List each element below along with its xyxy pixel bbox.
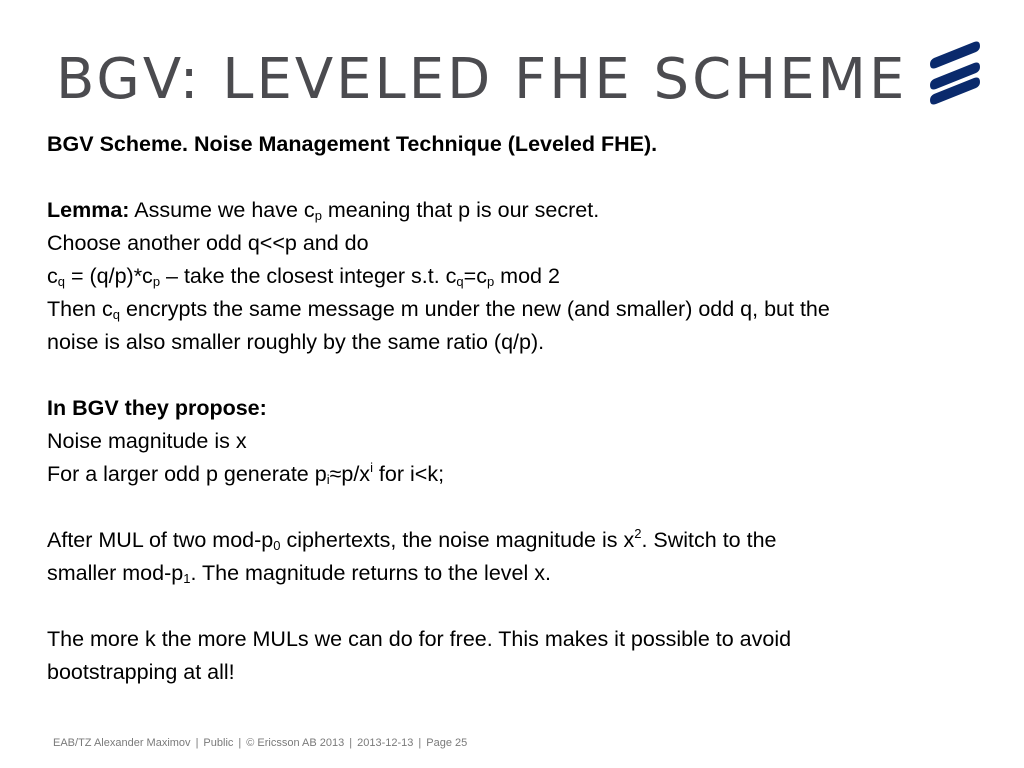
footer-separator: | <box>418 737 422 749</box>
subscript: i <box>326 472 330 487</box>
lemma-line-4 <box>47 293 987 326</box>
footer-separator: | <box>349 737 353 749</box>
slide-footer <box>53 737 467 749</box>
subscript: q <box>112 307 120 322</box>
subscript: p <box>486 274 495 289</box>
spacer <box>47 590 987 623</box>
superscript: i <box>370 460 373 475</box>
text: =c <box>463 264 487 288</box>
ericsson-logo-icon <box>928 40 982 106</box>
footer-classification: Public <box>203 737 234 749</box>
slide-title: BGV: LEVELED FHE SCHEME <box>56 47 908 112</box>
text: . The magnitude returns to the level x. <box>190 561 551 585</box>
lemma-line-3 <box>47 260 987 293</box>
text: – take the closest integer s.t. c <box>160 264 457 288</box>
footer-copyright: © Ericsson AB 2013 <box>246 737 345 749</box>
lemma-line-1 <box>47 194 987 227</box>
footer-page-number: Page 25 <box>426 737 468 749</box>
slide-body <box>47 128 987 689</box>
text: mod 2 <box>494 264 560 288</box>
footer-author: EAB/TZ Alexander Maximov <box>53 737 191 749</box>
text: ciphertexts, the noise magnitude is x <box>280 528 635 552</box>
subscript: q <box>456 274 464 289</box>
spacer <box>47 359 987 392</box>
body-heading: BGV Scheme. Noise Management Technique (Leveled FHE). <box>47 132 658 156</box>
lemma-line-5: noise is also smaller roughly by the same ratio (q/p). <box>47 330 545 354</box>
mul-line-2 <box>47 557 987 590</box>
mul-line-1 <box>47 524 987 557</box>
text: for i<k; <box>372 462 445 486</box>
closing-line-2: bootstrapping at all! <box>47 660 235 684</box>
text: Then c <box>47 297 113 321</box>
text: For a larger odd p generate p <box>47 462 327 486</box>
subscript: p <box>152 274 161 289</box>
text: . Switch to the <box>641 528 777 552</box>
text: Assume we have c <box>129 198 315 222</box>
superscript: 2 <box>634 526 642 541</box>
bgv-line-2 <box>47 458 987 491</box>
text: encrypts the same message m under the new (and smaller) odd q, but the <box>119 297 830 321</box>
lemma-line-2: Choose another odd q<<p and do <box>47 231 369 255</box>
text: = (q/p)*c <box>64 264 153 288</box>
spacer <box>47 491 987 524</box>
subscript: q <box>57 274 65 289</box>
text: After MUL of two mod-p <box>47 528 274 552</box>
bgv-label: In BGV they propose: <box>47 396 267 420</box>
subscript: 0 <box>273 538 281 553</box>
text: smaller mod-p <box>47 561 184 585</box>
text: c <box>47 264 58 288</box>
text: meaning that p is our secret. <box>321 198 600 222</box>
lemma-label: Lemma: <box>47 198 130 222</box>
spacer <box>47 161 987 194</box>
subscript: 1 <box>183 571 191 586</box>
bgv-line-1: Noise magnitude is x <box>47 429 247 453</box>
subscript: p <box>314 208 322 223</box>
footer-separator: | <box>195 737 199 749</box>
text: ≈p/x <box>329 462 371 486</box>
footer-date: 2013-12-13 <box>357 737 414 749</box>
closing-line-1: The more k the more MULs we can do for free. This makes it possible to avoid <box>47 627 792 651</box>
footer-separator: | <box>238 737 242 749</box>
